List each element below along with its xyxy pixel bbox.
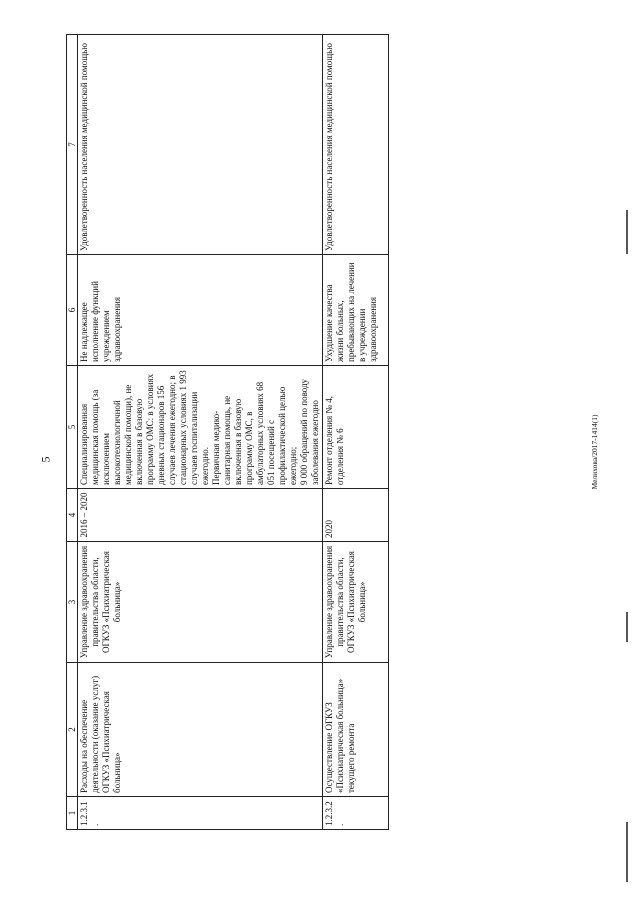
executor-cell: Управление здравоохранения правительства области, ОГКУЗ «Психиатрическая больница» [78, 542, 323, 663]
indicator-cell: Удовлетворенность населения медицинской помощью [78, 35, 323, 255]
scan-edge-mark [626, 210, 628, 254]
scan-edge-mark [626, 612, 628, 642]
column-header: 4 [67, 489, 78, 542]
column-header: 6 [67, 255, 78, 366]
column-header: 1 [67, 797, 78, 830]
consequences-cell: Ухудшение качества жизни больных, пребывающих на лечении в учреждении здравоохранения [323, 255, 389, 366]
table-row [78, 35, 323, 830]
consequences-cell: Не надлежащее исполнение функций учреждением здравоохранения [78, 255, 323, 366]
measure-name: Осуществление ОГКУЗ «Психиатрическая больница» текущего ремонта [323, 663, 389, 797]
period-cell: 2020 [323, 489, 389, 542]
table-container [66, 35, 378, 830]
column-header: 3 [67, 542, 78, 663]
row-number: 1.2.3.1. [78, 797, 323, 830]
measure-name: Расходы на обеспечение деятельности (оказание услуг) ОГКУЗ «Психиатрическая больница» [78, 663, 323, 797]
executor-cell: Управление здравоохранения правительства области, ОГКУЗ «Психиатрическая больница» [323, 542, 389, 663]
column-header: 7 [67, 35, 78, 255]
column-header: 5 [67, 366, 78, 489]
document-code: Мелихова/2017-1414(1) [590, 414, 599, 490]
table-row [323, 35, 389, 830]
measures-table [66, 34, 389, 830]
column-header: 2 [67, 663, 78, 797]
scan-edge-mark [626, 822, 628, 882]
period-cell: 2016 – 2020 [78, 489, 323, 542]
table-header-row [67, 35, 78, 830]
page-number: 5 [38, 456, 53, 463]
indicator-cell: Удовлетворенность населения медицинской помощью [323, 35, 389, 255]
expected-result-cell: Специализированная медицинская помощь (за исключением высокотехнологичной медицинской помощи), не включенная в базовую программу ОМС: в условиях дневных стационаров 156 случаев лечения ежегодно; в стационарных условиях 1 993 случаев госпитализации ежегодно. Первичная медико-санитарная помощь, не включенная в базовую программу ОМС, в амбулаторных условиях 68 051 посещений с профилактической целью ежегодно; 9 000 обращений по поводу заболевания ежегодно [78, 366, 323, 489]
row-number: 1.2.3.2. [323, 797, 389, 830]
expected-result-cell: Ремонт отделения № 4, отделения № 6 [323, 366, 389, 489]
